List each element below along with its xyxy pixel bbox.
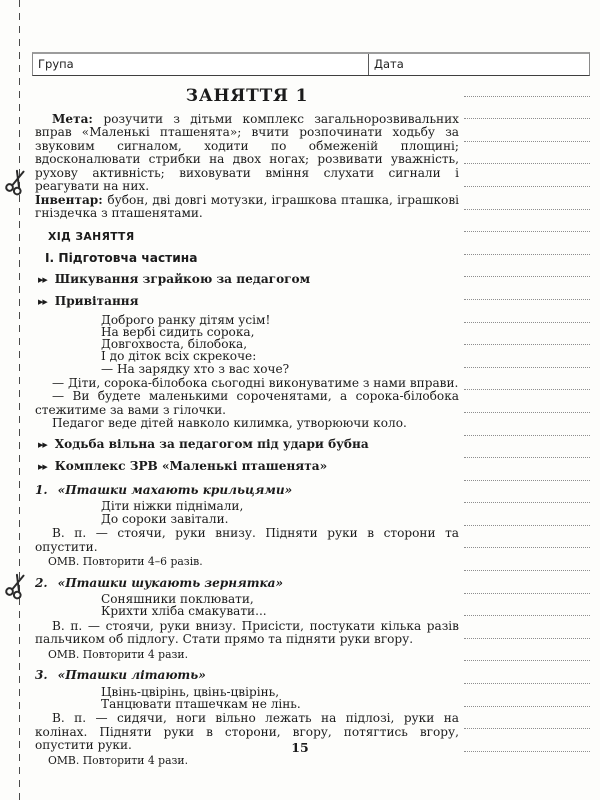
- exercise-name: «Пташки махають крильцями»: [57, 482, 293, 497]
- exercise-number: 1.: [35, 482, 48, 497]
- verse-line: Цвінь-цвірінь, цвінь-цвірінь,: [101, 684, 280, 699]
- note-line: [464, 74, 590, 97]
- note-line: [464, 368, 590, 391]
- paragraph: [35, 194, 459, 221]
- note-line: [464, 345, 590, 368]
- double-arrow-icon: ▶▶: [38, 275, 47, 284]
- note-line: [464, 436, 590, 459]
- note-line: [464, 323, 590, 346]
- bullet-item: [38, 295, 459, 311]
- notes-column: [464, 74, 590, 752]
- part-heading: І. Підготовча частина: [45, 251, 198, 265]
- verse-line: До сороки завітали.: [101, 511, 229, 526]
- note-line: [464, 210, 590, 233]
- paragraph-text: В. п. — стоячи, руки внизу. Підняти руки в сторони та опустити.: [35, 526, 459, 554]
- omv-note: ОМВ. Повторити 4–6 разів.: [48, 555, 203, 569]
- exercise-number: 2.: [35, 575, 48, 590]
- lesson-blocks: [35, 113, 459, 768]
- lesson-content: [35, 86, 459, 767]
- verse-line: Довгохвоста, білобока,: [101, 337, 248, 352]
- paragraph-text: В. п. — сидячи, ноги вільно лежать на підлозі, руки на колінах. Підняти руки в сторони, вгору, потягтись вгору, опустити руки.: [35, 711, 459, 753]
- note-line: [464, 277, 590, 300]
- scissors-icon: [0, 163, 36, 201]
- verse-line: Танцювати пташечкам не лінь.: [101, 696, 301, 711]
- paragraph: [35, 527, 459, 554]
- verse-line: Крихти хліба смакувати...: [101, 604, 267, 619]
- verse-block: [101, 686, 459, 711]
- note-line: [464, 232, 590, 255]
- paragraph-text: В. п. — стоячи, руки внизу. Присісти, постукати кілька разів пальчиком об підлогу. Стати прямо та підняти руки вгору.: [35, 618, 459, 647]
- note-line: [464, 97, 590, 120]
- exercise-name: «Пташки шукають зернятка»: [57, 575, 284, 590]
- note-line: [464, 413, 590, 436]
- bullet-item: [38, 460, 459, 476]
- bullet-item: [38, 438, 459, 454]
- note-line: [464, 255, 590, 278]
- lesson-title: ЗАНЯТТЯ 1: [185, 86, 309, 106]
- exercise-title: [35, 669, 459, 683]
- paragraph-text: — Ви будете маленькими сороченятами, а сорока-білобока стежитиме за вами з гілочки.: [35, 389, 459, 417]
- exercise-title: [35, 577, 459, 591]
- bullet-item: [38, 273, 459, 289]
- note-line: [464, 164, 590, 187]
- bullet-label: Комплекс ЗРВ «Маленькі пташенята»: [54, 459, 328, 474]
- note-line: [464, 187, 590, 210]
- omv-note: ОМВ. Повторити 4 рази.: [48, 647, 189, 661]
- double-arrow-icon: ▶▶: [38, 440, 47, 449]
- note-line: [464, 526, 590, 549]
- group-field: Група: [33, 54, 369, 75]
- paragraph-text: розучити з дітьми комплекс загальнорозвивальних вправ «Маленькі пташенята»; вчити розпочинати ходьбу за звуковим сигналом, ходити по обмеженій площині; вдосконалювати стрибки на двох ногах; розвивати уважність, рухову активність; виховувати вміння слухати сигнали і реагувати на них.: [35, 111, 459, 193]
- bullet-label: Ходьба вільна за педагогом під удари бубна: [54, 436, 369, 451]
- bullet-label: Шикування зграйкою за педагогом: [54, 271, 311, 286]
- cut-dashed-line: [19, 0, 20, 800]
- verse-line: Доброго ранку дітям усім!: [101, 312, 271, 327]
- paragraph: [35, 377, 459, 391]
- verse-line: Соняшники поклювати,: [101, 592, 254, 607]
- page-number: 15: [291, 740, 309, 755]
- paragraph-text: Педагог веде дітей навколо килимка, утворюючи коло.: [52, 416, 407, 431]
- note-line: [464, 503, 590, 526]
- note-line: [464, 142, 590, 165]
- note-line: [464, 707, 590, 730]
- note-line: [464, 119, 590, 142]
- scissors-icon: [0, 567, 36, 605]
- note-line: [464, 481, 590, 504]
- note-line: [464, 684, 590, 707]
- verse-block: [101, 593, 459, 618]
- paragraph-text: бубон, дві довгі мотузки, іграшкова пташка, іграшкові гніздечка з пташенятами.: [35, 192, 459, 220]
- note-line: [464, 390, 590, 413]
- note-line: [464, 594, 590, 617]
- paragraph: [35, 390, 459, 417]
- paragraph: [35, 620, 459, 647]
- paragraph: [35, 113, 459, 194]
- verse-line: Діти ніжки піднімали,: [101, 499, 244, 514]
- note-line: [464, 616, 590, 639]
- date-field: Дата: [374, 57, 404, 71]
- note-line: [464, 548, 590, 571]
- double-arrow-icon: ▶▶: [38, 298, 47, 306]
- section-heading: ХІД ЗАНЯТТЯ: [48, 229, 135, 243]
- omv-note: ОМВ. Повторити 4 рази.: [48, 753, 189, 767]
- paragraph-text: — Діти, сорока-білобока сьогодні виконуватиме з нами вправи.: [52, 375, 459, 390]
- verse-line: На вербі сидить сорока,: [101, 324, 255, 339]
- paragraph-label: Інвентар:: [35, 192, 108, 207]
- verse-line: — На зарядку хто з вас хоче?: [101, 361, 290, 376]
- note-line: [464, 300, 590, 323]
- note-line: [464, 639, 590, 662]
- paragraph: [35, 417, 459, 431]
- verse-block: [101, 500, 459, 525]
- verse-block: [101, 314, 459, 375]
- verse-line: І до діток всіх скрекоче:: [101, 349, 257, 364]
- double-arrow-icon: ▶▶: [38, 463, 47, 472]
- note-line: [464, 661, 590, 684]
- note-line: [464, 571, 590, 594]
- exercise-name: «Пташки літають»: [57, 668, 206, 683]
- note-line: [464, 458, 590, 481]
- paragraph-label: Мета:: [52, 111, 104, 126]
- bullet-label: Привітання: [54, 294, 139, 308]
- exercise-title: [35, 484, 459, 498]
- group-date-table: [32, 52, 590, 76]
- exercise-number: 3.: [35, 668, 48, 683]
